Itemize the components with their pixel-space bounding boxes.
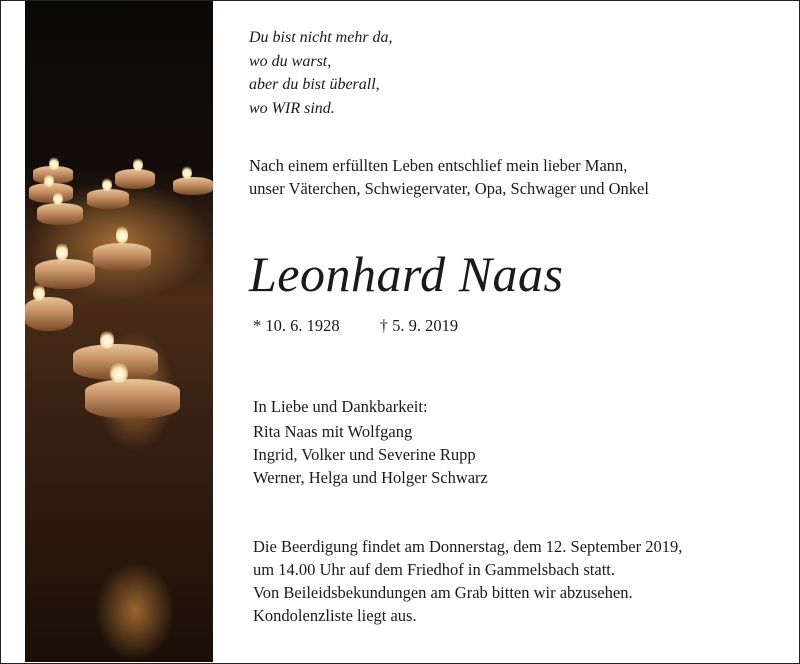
mourner: Rita Naas mit Wolfgang — [253, 422, 413, 441]
verse-line: wo WIR sind. — [249, 99, 335, 117]
funeral-line: Von Beileidsbekundungen am Grab bitten wir abzusehen. — [253, 583, 633, 602]
mourner: Ingrid, Volker und Severine Rupp — [253, 445, 476, 464]
candles-photo — [25, 1, 213, 662]
intro-line: unser Väterchen, Schwiegervater, Opa, Schwager und Onkel — [249, 179, 649, 198]
intro-line: Nach einem erfüllten Leben entschlief mein lieber Mann, — [249, 156, 628, 175]
death-date: † 5. 9. 2019 — [379, 316, 459, 335]
verse-line: Du bist nicht mehr da, — [249, 29, 393, 46]
mourner: Werner, Helga und Holger Schwarz — [253, 468, 488, 487]
verse-line: aber du bist überall, — [249, 76, 380, 93]
funeral-line: Kondolenzliste liegt aus. — [253, 606, 417, 625]
life-dates — [253, 316, 494, 336]
mourners-block — [253, 395, 488, 489]
funeral-line: um 14.00 Uhr auf dem Friedhof in Gammelsbach statt. — [253, 560, 616, 579]
deceased-name: Leonhard Naas — [249, 246, 564, 302]
mourners-heading: In Liebe und Dankbarkeit: — [253, 397, 428, 416]
verse-line: wo du warst, — [249, 52, 332, 70]
funeral-info — [253, 535, 682, 627]
birth-date: * 10. 6. 1928 — [253, 316, 340, 335]
verse — [249, 26, 393, 120]
funeral-line: Die Beerdigung findet am Donnerstag, dem 12. September 2019, — [253, 537, 683, 556]
intro-text — [249, 154, 649, 200]
